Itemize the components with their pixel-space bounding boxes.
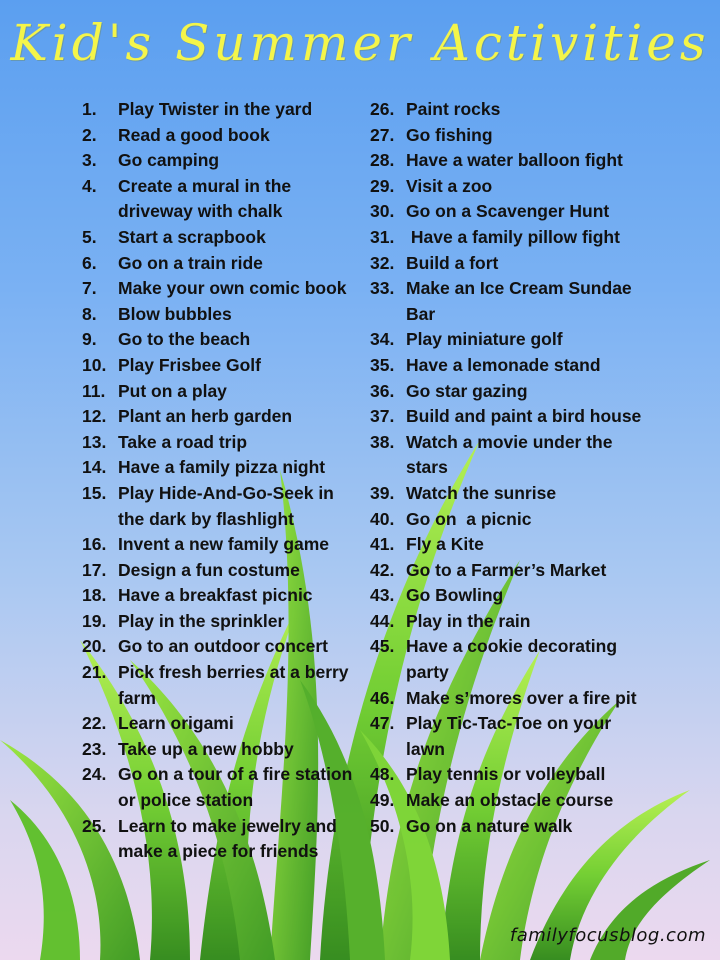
item-text: Take up a new hobby: [118, 738, 294, 759]
list-item: [82, 532, 362, 558]
item-number: 30.: [370, 201, 395, 222]
item-text: Take a road trip: [118, 431, 248, 452]
item-number: 49.: [370, 790, 395, 811]
list-item: [82, 327, 362, 353]
item-text: Have a family pizza night: [118, 457, 326, 478]
item-text: Play Tic-Tac-Toe on your lawn: [406, 713, 612, 759]
item-text: Have a breakfast picnic: [118, 585, 313, 606]
item-number: 11.: [82, 380, 106, 401]
item-number: 10.: [82, 354, 107, 375]
item-text: Design a fun costume: [118, 559, 300, 580]
list-item: [370, 430, 650, 481]
item-number: 3.: [82, 150, 97, 171]
item-text: Play Twister in the yard: [118, 99, 313, 119]
list-item: [82, 276, 362, 302]
item-text: Fly a Kite: [406, 534, 484, 555]
item-text: Learn origami: [118, 713, 234, 734]
item-number: 22.: [82, 713, 107, 734]
item-text: Invent a new family game: [118, 534, 330, 555]
item-number: 34.: [370, 329, 395, 350]
list-item: [82, 225, 362, 251]
item-text: Play in the sprinkler: [118, 610, 285, 631]
list-item: [82, 634, 362, 660]
item-number: 39.: [370, 482, 395, 503]
item-number: 7.: [82, 278, 97, 299]
item-number: 48.: [370, 764, 395, 785]
list-item: [82, 404, 362, 430]
item-number: 40.: [370, 508, 395, 529]
list-item: [82, 455, 362, 481]
item-number: 33.: [370, 278, 395, 299]
list-item: [82, 814, 362, 865]
item-text: Visit a zoo: [406, 175, 493, 196]
list-item: [370, 788, 650, 814]
item-number: 47.: [370, 713, 395, 734]
item-text: Go fishing: [406, 124, 493, 145]
item-text: Go camping: [118, 150, 220, 171]
list-item: [370, 481, 650, 507]
list-item: [82, 583, 362, 609]
item-number: 45.: [370, 636, 395, 657]
list-item: [370, 609, 650, 635]
list-item: [370, 634, 650, 685]
list-item: [82, 737, 362, 763]
item-text: Make an Ice Cream Sundae Bar: [406, 278, 632, 324]
list-item: [370, 686, 650, 712]
item-text: Watch a movie under the stars: [406, 431, 613, 478]
item-number: 27.: [370, 124, 395, 145]
list-item: [82, 762, 362, 813]
item-text: Go on a nature walk: [406, 815, 573, 836]
list-item: [370, 583, 650, 609]
activity-list-right: [370, 97, 650, 839]
item-number: 32.: [370, 252, 395, 273]
item-text: Go to an outdoor concert: [118, 636, 328, 657]
item-number: 14.: [82, 457, 107, 478]
item-text: Pick fresh berries at a berry farm: [118, 662, 349, 708]
list-item: [370, 174, 650, 200]
item-number: 46.: [370, 687, 395, 708]
item-text: Start a scrapbook: [118, 226, 266, 247]
item-text: Have a water balloon fight: [406, 150, 623, 171]
item-text: Have a cookie decorating party: [406, 636, 618, 683]
item-text: Read a good book: [118, 124, 270, 145]
item-number: 21.: [82, 662, 107, 683]
item-text: Put on a play: [118, 380, 227, 401]
list-item: [370, 814, 650, 840]
item-text: Make your own comic book: [118, 278, 347, 299]
list-item: [370, 404, 650, 430]
item-text: Make s’mores over a fire pit: [406, 687, 637, 708]
item-number: 5.: [82, 226, 97, 247]
activity-list-left: [82, 97, 362, 865]
item-text: Have a family pillow fight: [406, 226, 620, 247]
item-number: 13.: [82, 431, 107, 452]
list-item: [82, 558, 362, 584]
item-number: 4.: [82, 175, 97, 196]
list-item: [370, 251, 650, 277]
item-number: 38.: [370, 431, 395, 452]
item-number: 12.: [82, 406, 107, 427]
item-number: 31.: [370, 226, 395, 247]
item-text: Go to the beach: [118, 329, 251, 350]
item-number: 15.: [82, 482, 107, 503]
item-text: Create a mural in the driveway with chalk: [118, 175, 292, 222]
item-text: Go Bowling: [406, 585, 504, 606]
item-number: 36.: [370, 380, 395, 401]
item-number: 2.: [82, 124, 97, 145]
list-item: [370, 762, 650, 788]
list-item: [82, 353, 362, 379]
page-title: Kid's Summer Activities: [10, 14, 710, 72]
item-number: 8.: [82, 303, 97, 324]
list-item: [370, 225, 650, 251]
item-number: 16.: [82, 534, 107, 555]
list-item: [370, 507, 650, 533]
item-text: Go on a train ride: [118, 252, 263, 273]
item-text: Make an obstacle course: [406, 790, 614, 811]
item-text: Play tennis or volleyball: [406, 764, 606, 785]
list-item: [82, 379, 362, 405]
item-number: 9.: [82, 329, 97, 350]
item-text: Play in the rain: [406, 610, 531, 631]
item-text: Play Frisbee Golf: [118, 354, 261, 375]
list-item: [370, 97, 650, 123]
item-number: 50.: [370, 815, 395, 836]
list-item: [82, 481, 362, 532]
item-number: 26.: [370, 99, 395, 119]
list-item: [370, 353, 650, 379]
item-text: Play Hide-And-Go-Seek in the dark by flashlight: [118, 482, 334, 529]
website-credit: familyfocusblog.com: [509, 925, 706, 946]
item-number: 37.: [370, 406, 395, 427]
item-text: Watch the sunrise: [406, 482, 557, 503]
item-text: Paint rocks: [406, 99, 501, 119]
item-number: 44.: [370, 610, 395, 631]
item-number: 25.: [82, 815, 107, 836]
item-number: 43.: [370, 585, 395, 606]
list-item: [370, 123, 650, 149]
item-number: 35.: [370, 354, 395, 375]
list-item: [370, 327, 650, 353]
item-text: Go to a Farmer’s Market: [406, 559, 607, 580]
item-number: 28.: [370, 150, 395, 171]
list-item: [82, 430, 362, 456]
list-item: [82, 148, 362, 174]
item-text: Plant an herb garden: [118, 406, 293, 427]
item-number: 6.: [82, 252, 97, 273]
list-item: [82, 97, 362, 123]
list-item: [370, 711, 650, 762]
item-number: 1.: [82, 99, 97, 119]
item-number: 29.: [370, 175, 395, 196]
list-item: [370, 558, 650, 584]
item-text: Go star gazing: [406, 380, 528, 401]
item-number: 41.: [370, 534, 395, 555]
item-text: Play miniature golf: [406, 329, 563, 350]
item-number: 23.: [82, 738, 107, 759]
list-item: [370, 199, 650, 225]
list-item: [370, 276, 650, 327]
item-text: Learn to make jewelry and make a piece for friends: [118, 815, 337, 862]
item-text: Blow bubbles: [118, 303, 232, 324]
item-text: Have a lemonade stand: [406, 354, 601, 375]
list-item: [370, 532, 650, 558]
item-number: 20.: [82, 636, 107, 657]
item-text: Build a fort: [406, 252, 499, 273]
item-number: 24.: [82, 764, 107, 785]
list-item: [82, 660, 362, 711]
list-item: [370, 379, 650, 405]
list-item: [82, 302, 362, 328]
item-number: 17.: [82, 559, 107, 580]
list-item: [82, 123, 362, 149]
item-number: 18.: [82, 585, 107, 606]
list-item: [82, 609, 362, 635]
item-text: Go on a picnic: [406, 508, 532, 529]
list-item: [82, 251, 362, 277]
list-item: [82, 174, 362, 225]
item-number: 42.: [370, 559, 395, 580]
list-item: [82, 711, 362, 737]
item-text: Go on a Scavenger Hunt: [406, 201, 610, 222]
item-number: 19.: [82, 610, 107, 631]
list-item: [370, 148, 650, 174]
item-text: Go on a tour of a fire station or police station: [118, 764, 353, 811]
item-text: Build and paint a bird house: [406, 406, 642, 427]
